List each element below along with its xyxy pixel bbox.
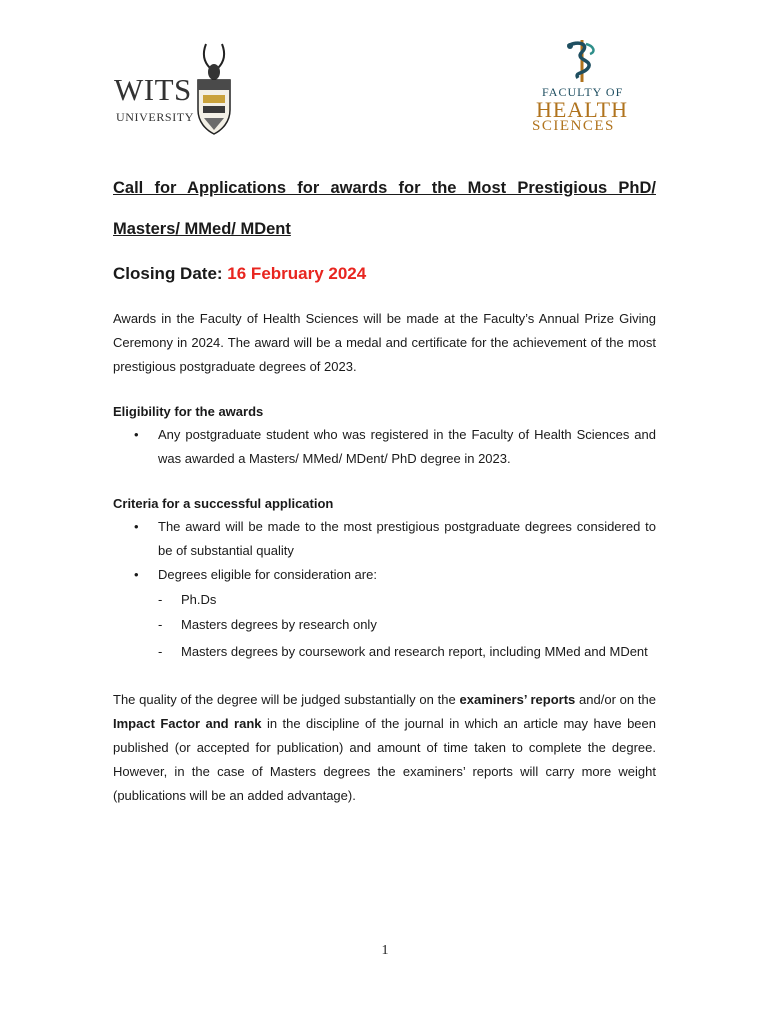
criteria-item: [113, 515, 656, 563]
document-content: [113, 168, 656, 808]
bullet-icon: •: [134, 567, 139, 582]
quality-text-1: The quality of the degree will be judged substantially on the: [113, 692, 460, 707]
degree-type-text: Masters degrees by research only: [181, 617, 377, 632]
quality-text-2: and/or on the: [575, 692, 656, 707]
closing-date-value: 16 February 2024: [227, 264, 367, 283]
dash-marker: -: [158, 617, 163, 632]
document-title: [113, 168, 656, 250]
faculty-logo-line1: FACULTY OF: [542, 85, 624, 99]
wits-logo-university: UNIVERSITY: [116, 110, 194, 124]
intro-paragraph: Awards in the Faculty of Health Sciences will be made at the Faculty’s Annual Prize Giving Ceremony in 2024. The award will be a medal and certificate for the achievement of the most prestigious postgraduate degrees of 2023.: [113, 311, 656, 374]
quality-bold-impact: Impact Factor and rank: [113, 716, 262, 731]
faculty-logo-line2: HEALTH: [536, 97, 628, 122]
quality-text-3: in the discipline of the journal in which an article may have been published (or accepted for publication) and amount of time taken to complete the degree. However, in the case of Masters degrees the examiners’ reports will carry more weight (publications will be an added advantage).: [113, 716, 656, 803]
eligibility-item-text: Any postgraduate student who was registered in the Faculty of Health Sciences and was awarded a Masters/ MMed/ MDent/ PhD degree in 2023.: [158, 427, 656, 466]
wits-logo-word: WITS: [114, 72, 192, 107]
bullet-icon: •: [134, 427, 139, 442]
degree-type-item: [113, 588, 656, 612]
quality-bold-examiners: examiners’ reports: [459, 692, 576, 707]
dash-marker: -: [158, 592, 163, 607]
closing-date-label: Closing Date:: [113, 264, 228, 283]
page-number: 1: [381, 943, 389, 958]
criteria-list: [113, 515, 656, 587]
degree-type-item: [113, 640, 656, 664]
title-line-1: Call for Applications for awards for the Most Prestigious PhD/: [113, 179, 656, 197]
wits-crest-icon: [192, 40, 236, 136]
dash-marker: -: [158, 644, 163, 659]
criteria-item-text: Degrees eligible for consideration are:: [158, 567, 377, 582]
faculty-health-sciences-logo: [526, 38, 648, 134]
criteria-item: [113, 563, 656, 587]
faculty-logo-line3: SCIENCES: [532, 118, 615, 134]
degree-types-list: [113, 588, 656, 664]
title-line-2: Masters/ MMed/ MDent: [113, 220, 291, 238]
degree-type-item: [113, 613, 656, 637]
degree-type-text: Ph.Ds: [181, 592, 217, 607]
degree-type-text: Masters degrees by coursework and research report, including MMed and MDent: [181, 644, 648, 659]
wits-university-logo: [108, 40, 238, 136]
eligibility-item: [113, 423, 656, 471]
quality-paragraph: [113, 688, 656, 808]
closing-date-line: [113, 263, 656, 285]
bullet-icon: •: [134, 519, 139, 534]
eligibility-list: [113, 423, 656, 471]
criteria-heading: Criteria for a successful application: [113, 496, 334, 511]
criteria-item-text: The award will be made to the most prestigious postgraduate degrees considered to be of substantial quality: [158, 519, 656, 558]
caduceus-icon: [560, 38, 604, 84]
eligibility-heading: Eligibility for the awards: [113, 404, 264, 419]
